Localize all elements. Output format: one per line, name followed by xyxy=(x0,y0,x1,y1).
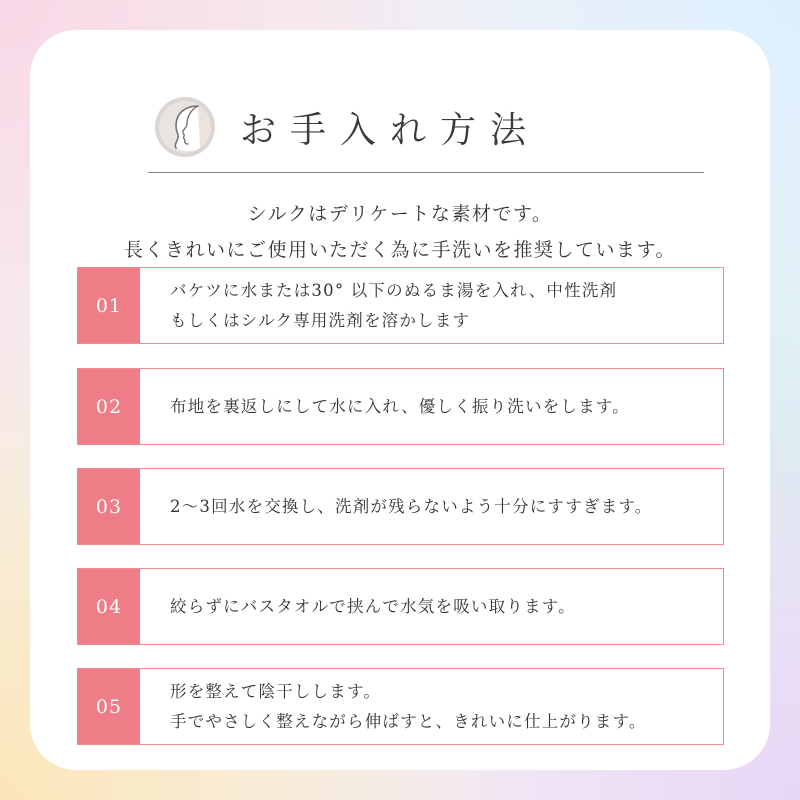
step-text xyxy=(170,268,717,343)
step-line: 布地を裏返しにして水に入れ、優しく振り洗いをします。 xyxy=(170,396,630,416)
intro-line: 長くきれいにご使用いただく為に手洗いを推奨しています。 xyxy=(124,239,676,261)
step-line: バケツに水または30° 以下のぬるま湯を入れ、中性洗剤 xyxy=(170,280,618,300)
step-text xyxy=(170,569,717,644)
intro-text xyxy=(30,196,770,268)
page-title: お手入れ方法 xyxy=(240,110,541,151)
step-line: 手でやさしく整えながら伸ばすと、きれいに仕上がります。 xyxy=(170,711,647,731)
step-card xyxy=(77,668,724,745)
step-card xyxy=(77,368,724,445)
content-card xyxy=(30,30,770,770)
step-card xyxy=(77,267,724,344)
step-number: 04 xyxy=(78,569,140,644)
step-card xyxy=(77,468,724,545)
step-line: 絞らずにバスタオルで挟んで水気を吸い取ります。 xyxy=(170,596,576,616)
step-text xyxy=(170,369,717,444)
step-number: 05 xyxy=(78,669,140,744)
step-number: 01 xyxy=(78,268,140,343)
step-text xyxy=(170,469,717,544)
divider xyxy=(148,172,704,173)
step-number: 03 xyxy=(78,469,140,544)
woman-face-icon xyxy=(154,96,216,158)
step-line: 2〜3回水を交換し、洗剤が残らないよう十分にすすぎます。 xyxy=(170,496,653,516)
step-line: もしくはシルク専用洗剤を溶かします xyxy=(170,310,471,330)
step-card xyxy=(77,568,724,645)
header xyxy=(30,90,770,170)
step-line: 形を整えて陰干しします。 xyxy=(170,681,382,701)
intro-line: シルクはデリケートな素材です。 xyxy=(247,203,553,225)
step-number: 02 xyxy=(78,369,140,444)
step-text xyxy=(170,669,717,744)
